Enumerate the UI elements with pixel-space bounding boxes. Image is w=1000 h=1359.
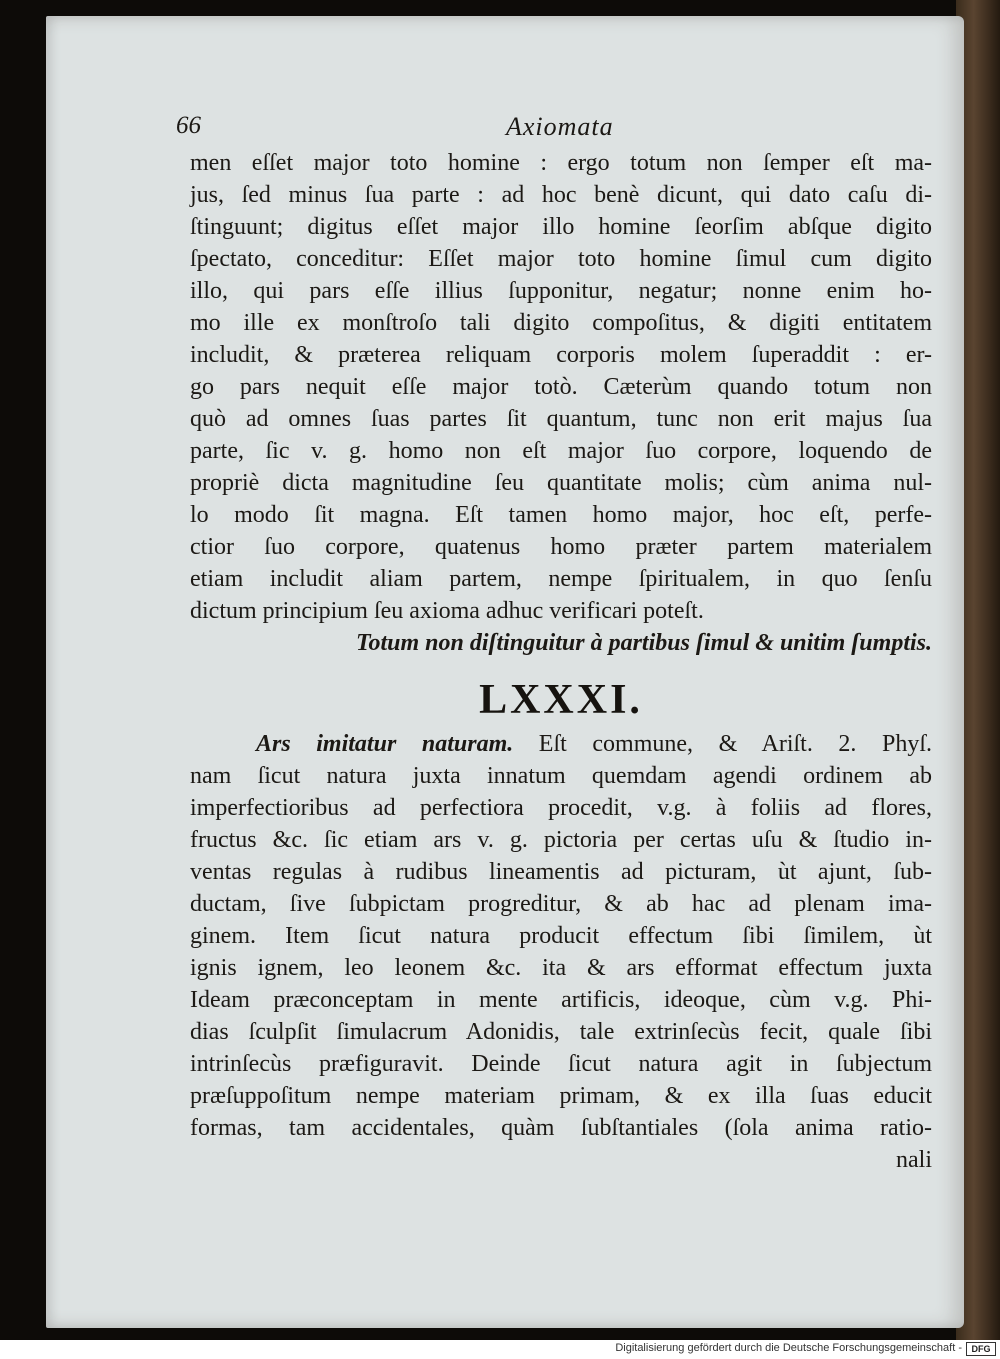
text-line: quò ad omnes ſuas partes ſit quantum, tunc non erit majus ſua — [190, 406, 932, 432]
text-line: imperfectioribus ad perfectiora procedit, v.g. à foliis ad flores, — [190, 795, 932, 821]
text-line: dictum principium ſeu axioma adhuc verificari poteſt. — [190, 598, 704, 624]
text-line: Ideam præconceptam in mente artificis, ideoque, cùm v.g. Phi- — [190, 987, 932, 1013]
axiom-intro: Eſt commune, & Ariſt. 2. Phyſ. — [513, 731, 932, 757]
text-line: ſtinguunt; digitus eſſet major illo homine ſeorſim abſque digito — [190, 214, 932, 240]
text-line: nam ſicut natura juxta innatum quemdam agendi ordinem ab — [190, 763, 932, 789]
text-line: ginem. Item ſicut natura producit effectum ſibi ſimilem, ùt — [190, 923, 932, 949]
text-line: parte, ſic v. g. homo non eſt major ſuo corpore, loquendo de — [190, 438, 932, 464]
axiom-title: Ars imitatur naturam. — [256, 731, 514, 757]
text-line: men eſſet major toto homine : ergo totum non ſemper eſt ma- — [190, 150, 932, 176]
text-line: ctior ſuo corpore, quatenus homo præter partem materialem — [190, 534, 932, 560]
text-line: lo modo ſit magna. Eſt tamen homo major, hoc eſt, perfe- — [190, 502, 932, 528]
page-header — [176, 112, 936, 148]
text-line: dias ſculpſit ſimulacrum Adonidis, tale extrinſecùs fecit, quale ſibi — [190, 1019, 932, 1045]
text-line: mo ille ex monſtroſo tali digito compoſitus, & digiti entitatem — [190, 310, 932, 336]
dfg-logo: DFG — [966, 1342, 996, 1356]
text-line: ventas regulas à rudibus lineamentis ad picturam, ùt ajunt, ſub- — [190, 859, 932, 885]
page-number: 66 — [176, 112, 201, 139]
axiom-paragraph — [190, 728, 932, 1176]
running-title: Axiomata — [506, 112, 614, 141]
text-line: ignis ignem, leo leonem &c. ita & ars efformat effectum juxta — [190, 955, 932, 981]
catchword: nali — [896, 1147, 932, 1173]
text-line: fructus &c. ſic etiam ars v. g. pictoria per certas uſu & ſtudio in- — [190, 827, 932, 853]
text-line: ductam, ſive ſubpictam progreditur, & ab hac ad plenam ima- — [190, 891, 932, 917]
text-line — [190, 728, 932, 760]
text-line: etiam includit aliam partem, nempe ſpiritualem, in quo ſenſu — [190, 566, 932, 592]
text-line: ſpectato, conceditur: Eſſet major toto homine ſimul cum digito — [190, 246, 932, 272]
footer-bar — [0, 1340, 1000, 1359]
axiom-heading: LXXXI. — [479, 677, 643, 723]
italic-axiom-line: Totum non diſtinguitur à partibus ſimul & unitim ſumptis. — [356, 630, 932, 656]
text-line: propriè dicta magnitudine ſeu quantitate molis; cùm anima nul- — [190, 470, 932, 496]
text-line: intrinſecùs præfiguravit. Deinde ſicut natura agit in ſubjectum — [190, 1051, 932, 1077]
text-line: formas, tam accidentales, quàm ſubſtantiales (ſola anima ratio- — [190, 1115, 932, 1141]
text-line: illo, qui pars eſſe illius ſupponitur, negatur; nonne enim ho- — [190, 278, 932, 304]
text-line: includit, & præterea reliquam corporis molem ſuperaddit : er- — [190, 342, 932, 368]
paragraph-continued — [190, 147, 932, 659]
funding-note: Digitalisierung gefördert durch die Deutsche Forschungsgemeinschaft - — [615, 1342, 962, 1354]
text-line: go pars nequit eſſe major totò. Cæterùm quando totum non — [190, 374, 932, 400]
text-line: jus, ſed minus ſua parte : ad hoc benè dicunt, qui dato caſu di- — [190, 182, 932, 208]
text-line: præſuppoſitum nempe materiam primam, & ex illa ſuas educit — [190, 1083, 932, 1109]
